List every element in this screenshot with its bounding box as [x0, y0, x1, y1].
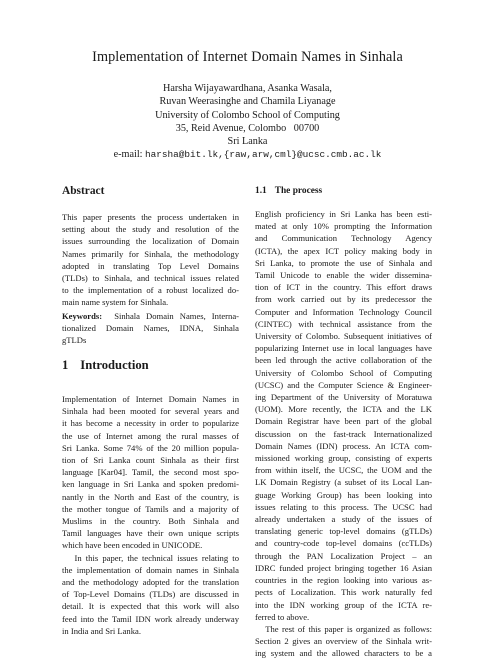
process-line: into the IDN working group of the ICTA re- — [255, 599, 432, 610]
abstract-body — [62, 211, 239, 309]
abstract-line: adopted in translating Top Level Domains — [62, 260, 239, 271]
process-line: Computer and Information Technology Council — [255, 306, 432, 317]
process-line: discussion on the fast-track Internationalized — [255, 428, 432, 439]
abstract-line: (TLDs) to Sinhala, and technical issues related — [62, 273, 239, 284]
affiliation-line: 35, Reid Avenue, Colombo 00700 — [175, 122, 320, 134]
process-line: countries in the region looking into various as- — [255, 575, 432, 586]
process-line: Tamil Unicode to enable the wider dissemina- — [255, 270, 432, 281]
process-line: guage Working Group) has been looking into — [255, 489, 432, 500]
intro-line: nantly in the North and East of the country, is — [62, 491, 239, 502]
intro-line: of Top-Level Domains (TLDs) are discussed in — [62, 589, 239, 600]
abstract-line: setting about the study and resolution of the — [62, 224, 239, 235]
keywords-line — [62, 310, 239, 322]
intro-line: Implementation of Internet Domain Names in — [62, 394, 239, 404]
process-line: University of Colombo School of Computing — [255, 367, 432, 378]
process-line: ing Department of the University of Moratuwa — [255, 392, 432, 403]
process-line: issues relating to this process. The UCSC had — [255, 501, 432, 512]
keywords-line: gTLDs — [62, 335, 87, 346]
intro-line: which have been encoded in UNICODE. — [62, 540, 203, 551]
abstract-line: to the implementation of a robust localized do- — [62, 285, 239, 296]
intro-line: language [Kar04]. Tamil, the second most spo- — [62, 467, 239, 478]
process-line: Domain Names (IDN) process. An ICTA com- — [255, 440, 432, 451]
process-line: and Communication Technology Agency — [255, 233, 432, 244]
intro-line: Sinhala had been mooted for several years and — [62, 406, 239, 417]
process-line: already undertaken a study of the issues of — [255, 514, 432, 525]
process-line: University of Colombo. Subsequent initiatives of — [255, 331, 432, 342]
intro-line: ken language in Sri Lanka and spoken predomi- — [62, 479, 239, 490]
section-title: Introduction — [80, 358, 149, 372]
process-line: Sri Lanka, to promote the use of Sinhala and — [255, 257, 432, 268]
intro-line: and the methodology adopted for the translation — [62, 577, 239, 588]
intro-line: the mother tongue of Tamils and a majority of — [62, 503, 239, 514]
section-heading-introduction — [62, 358, 149, 373]
process-line: English proficiency in Sri Lanka has been esti- — [255, 209, 432, 219]
process-line: been led through the active collaboration of the — [255, 355, 432, 366]
abstract-line: main name system for Sinhala. — [62, 297, 169, 308]
author-block — [0, 82, 495, 162]
process-line: translating generic top-level domains (gTLDs) — [255, 526, 432, 537]
process-line: IDRC funded project bringing together 16 Asian — [255, 562, 432, 573]
intro-line: Tamil languages have their own unique scripts — [62, 528, 239, 539]
intro-line: it has become a necessity in order to popularize — [62, 418, 239, 429]
keywords-line: tionalized Domain Names, IDNA, Sinhala — [62, 323, 239, 334]
authors-line: Harsha Wijayawardhana, Asanka Wasala, — [163, 83, 332, 94]
section-number: 1 — [62, 358, 69, 372]
process-line: tion of ICT in the country. This effort draws — [255, 282, 432, 293]
keywords-label: Keywords: — [62, 311, 103, 321]
process-line: ferred to above. — [255, 611, 310, 622]
process-line: Section 2 gives an overview of the Sinhala writ- — [255, 636, 432, 647]
process-line: (CINTEC) with technical assistance from the — [255, 318, 432, 329]
process-line: (UCSC) and the Computer Science & Engineer- — [255, 379, 432, 390]
process-body — [255, 208, 432, 660]
subsection-title: The process — [274, 186, 323, 196]
intro-line: in India and Sri Lanka. — [62, 625, 141, 636]
process-line: missioned working group, consisting of experts — [255, 453, 432, 464]
abstract-line: This paper presents the process undertaken in — [62, 212, 239, 222]
process-line: Domain Registrar have been part of the global — [255, 416, 432, 427]
email-label: e-mail: — [113, 149, 143, 161]
abstract-line: Names primarily for Sinhala, the methodology — [62, 248, 239, 259]
abstract-line: issues surrounding the localization of Domain — [62, 236, 239, 247]
intro-line: feed into the Tamil IDN work already underway — [62, 613, 239, 624]
intro-line: the use of Internet among the rural masses of — [62, 430, 239, 441]
process-line: from within itself, the UCSC, the UOM and the — [255, 465, 432, 476]
process-line: mated at only 10% prompting the Information — [255, 221, 432, 232]
intro-line: Muslims in the country. Both Sinhala and — [62, 516, 239, 527]
process-line: through the PAN Localization Project – an — [255, 550, 432, 561]
process-line: The rest of this paper is organized as follows: — [255, 623, 432, 634]
affiliation-line: Sri Lanka — [227, 136, 268, 148]
intro-line: tion of Sri Lanka count Sinhala as their first — [62, 455, 239, 466]
email-line — [0, 148, 495, 161]
intro-line: Sri Lanka. Some 74% of the 20 million popula- — [62, 442, 239, 453]
subsection-heading-process — [255, 186, 322, 196]
keywords-block — [62, 310, 239, 347]
affiliation-line: University of Colombo School of Computing — [155, 109, 340, 121]
intro-line: In this paper, the technical issues relating to — [62, 552, 239, 563]
process-line: from work carried out by its predecessor the — [255, 294, 432, 305]
keywords-text: Sinhala Domain Names, Interna- — [114, 311, 240, 321]
process-line: pects of Localization. This work naturally fed — [255, 587, 432, 598]
process-line: (UOM). More recently, the ICTA and the LK — [255, 404, 432, 415]
authors-line: Ruvan Weerasinghe and Chamila Liyanage — [159, 96, 336, 108]
subsection-number: 1.1 — [255, 186, 267, 196]
paper-title: Implementation of Internet Domain Names in Sinhala — [92, 49, 403, 65]
email-address[interactable]: harsha@bit.lk,{raw,arw,cml}@ucsc.cmb.ac.lk — [145, 149, 382, 161]
process-line: ing system and the allowed characters to be a — [255, 648, 432, 659]
process-line: (ICTA), the apex ICT policy making body in — [255, 245, 432, 256]
introduction-body — [62, 393, 239, 637]
intro-line: the implementation of domain names in Sinhala — [62, 564, 239, 575]
abstract-heading: Abstract — [62, 185, 105, 197]
process-line: and country-code top-level domains (ccTLDs) — [255, 538, 432, 549]
process-line: LK Domain Registry (a subset of its Local Lan- — [255, 477, 432, 488]
intro-line: detail. It is expected that this work will also — [62, 601, 239, 612]
process-line: popularizing Internet use in local languages have — [255, 343, 432, 354]
